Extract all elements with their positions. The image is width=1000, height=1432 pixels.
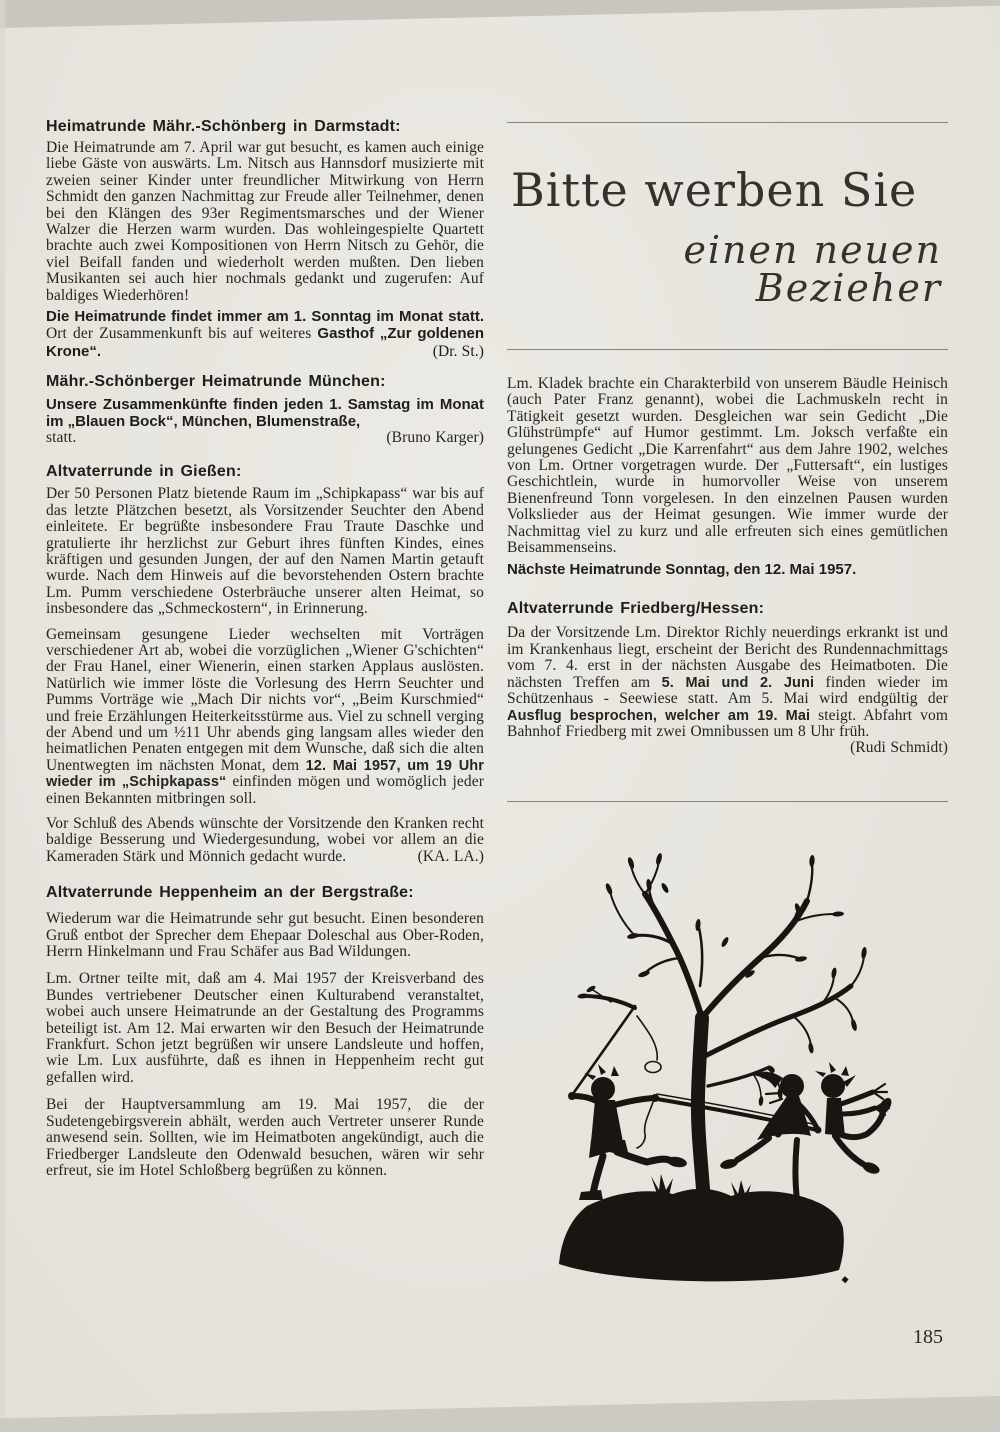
ground-mound [559, 1174, 849, 1283]
friedberg-p1: Da der Vorsitzende Lm. Direktor Richly neuerdings erkrankt ist und im Krankenhaus liegt, erscheint der Bericht des Rundennachmittags vom 7. 4. erst in der nächsten Ausgabe des Heimatboten. Die nächsten Treffen am [507, 624, 948, 691]
darmstadt-body: Die Heimatrunde am 7. April war gut besucht, es kamen auch einige liebe Gäste von auswärts. Lm. Nitsch aus Hannsdorf musizierte mit zweien seiner Kinder unter freundlicher Mitwirkung von Herrn Schmidt den ganzen Nachmittag zur Freude aller Teilnehmer, denen bei den Klängen des 93er Regimentsmarsches und der Wiener Walzer die Herzen warm wurden. Das wohleingespielte Quartett brachte auch zwei Kompositionen von Herrn Nitsch zu Gehör, die viel Beifall fanden und wiederholt werden mußten. Den lieben Musikanten sei auch hier nochmals gedankt und zugerufen: Auf baldiges Wiederhören! [46, 139, 484, 304]
scan-edge-left [0, 0, 5, 1432]
muenchen-statt-line [46, 430, 484, 446]
giessen-p3-text: Vor Schluß des Abends wünschte der Vorsitzende den Kranken recht baldige Besserung und Wiedergesundung, wobei vor allem an die Kameraden Stärk und Mönnich gedacht wurde. [46, 815, 484, 865]
signature-ka-la: (KA. LA.) [417, 847, 484, 865]
section-giessen [46, 463, 484, 865]
friedberg-paragraph [507, 625, 948, 756]
silhouette-illustration [545, 846, 917, 1298]
giessen-p2-post: einfinden mögen und womöglich jeder einen Bekannten mitbringen soll. [46, 773, 484, 807]
friedberg-bold-1: 5. Mai und 2. Juni [661, 674, 815, 691]
note-bold-2: Gasthof „Zur goldenen Krone“. [46, 325, 484, 360]
giessen-p2-pre: Gemeinsam gesungene Lieder wechselten mit Vorträgen verschiedener Art ab, wobei die vorzüglichen „Wiener G'schichten“ der Frau Hanel, einer Wienerin, einen starken Applaus auslösten. Natürlich wie immer löste die Vorlesung des Herrn Seuchter und Pumms Vorträge wie „Mach Dir nichts vor“, „Beim Kurschmied“ und freie Erzählungen Heiterkeitsstürme aus. Viel zu schnell verging der Abend und um ½11 Uhr abends ging langsam alles wieder den heimatlichen Penaten entgegen mit dem Wunsche, daß sich die alten Unentwegten im nächsten Monat, dem [46, 625, 484, 774]
friedberg-p2: finden wieder im Schützenhaus - Seewiese statt. Am 5. Mai wird endgültig der [507, 673, 948, 708]
giessen-paragraph-1: Der 50 Personen Platz bietende Raum im „Schipkapass“ war bis auf das letzte Plätzchen besetzt, als Vorsitzender Seuchter den Abend einleitete. Er begrüßte insbesondere Frau Traute Daschke und gratulierte ihr herzlichst zur Geburt ihres fünften Kindes, eines kräftigen und gesunden Jungen, der auf den Namen Martin getauft wurde. Nach dem Hinweis auf die bevorstehenden Ostern brachte Lm. Pumm verschiedene Osterbräuche unserer alten Heimat, so insbesondere das „Schmeckostern“, in Erinnerung. [46, 485, 484, 618]
section-darmstadt [46, 118, 484, 360]
section-heppenheim [46, 884, 484, 1179]
note-regular: Ort der Zusammenkunft bis auf weiteres [46, 325, 318, 343]
muenchen-body-bold: Unsere Zusammenkünfte finden jeden 1. Samstag im Monat im „Blauen Bock“, München, Blumenstraße, [46, 395, 484, 430]
heppenheim-paragraph-1: Wiederum war die Heimatrunde sehr gut besucht. Einen besonderen Gruß entbot der Sprecher dem Ehepaar Doleschal aus Ober-Roden, Herrn Hinkelmann und Frau Schäfer aus Bad Wildungen. [46, 910, 484, 961]
section-muenchen [46, 373, 484, 446]
section-friedberg [507, 600, 948, 756]
scan-edge-top [0, 0, 1000, 28]
boy-figure-right [815, 1062, 894, 1176]
next-meeting-note: Nächste Heimatrunde Sonntag, den 12. Mai 1957. [507, 561, 857, 579]
section-heading-muenchen: Mähr.-Schönberger Heimatrunde München: [46, 372, 386, 390]
darmstadt-note [46, 308, 484, 360]
friedberg-p3: steigt. Abfahrt vom Bahnhof Friedberg mit zwei Omnibussen um 8 Uhr früh. [507, 706, 948, 740]
giessen-paragraph-3 [46, 816, 484, 865]
promo-rule-bottom [507, 349, 948, 350]
section-heading-darmstadt: Heimatrunde Mähr.-Schönberg in Darmstadt: [46, 118, 401, 135]
promo-line-1: Bitte werben Sie [511, 163, 918, 217]
scan-edge-bottom [0, 1392, 1000, 1432]
heppenheim-paragraph-2: Lm. Ortner teilte mit, daß am 4. Mai 1957 der Kreisverband des Bundes vertriebener Deutscher einen Kulturabend veranstaltet, wobei auch unsere Heimatrunde an der Gestaltung des Programms beteiligt ist. Am 12. Mai erwarten wir den Besuch der Heimatrunde Frankfurt. Schon jetzt begrüßen wir unsere Landsleute und hoffen, wie Lm. Lux ausführte, daß es ihnen in Heppenheim recht gut gefallen wird. [46, 970, 484, 1086]
signature-rudi-schmidt: (Rudi Schmidt) [850, 739, 948, 757]
note-bold-1: Die Heimatrunde findet immer am 1. Sonntag im Monat statt. [46, 308, 484, 326]
illustration-rule [507, 801, 948, 802]
boy-figure-left [568, 1064, 688, 1200]
right-column [507, 100, 948, 1298]
section-heading-heppenheim: Altvaterrunde Heppenheim an der Bergstraße: [46, 884, 414, 902]
section-heading-friedberg: Altvaterrunde Friedberg/Hessen: [507, 600, 765, 618]
promo-rule-top [507, 122, 948, 123]
signature-dr-st: (Dr. St.) [432, 342, 484, 360]
left-column [46, 118, 484, 1179]
signature-bruno-karger: (Bruno Karger) [386, 428, 484, 446]
tree-buds [577, 852, 867, 1106]
children-tree-silhouette-svg [545, 846, 917, 1298]
section-heading-giessen: Altvaterrunde in Gießen: [46, 463, 242, 481]
giessen-p2-bold: 12. Mai 1957, um 19 Uhr wieder im „Schipkapass“ [46, 757, 484, 791]
heppenheim-paragraph-3: Bei der Hauptversammlung am 19. Mai 1957, die der Sudetengebirgsverein abhält, werden auch Vertreter unserer Runde anwesend sein. Sollten, wie im Heimatboten angekündigt, auch die Friedberger Landsleute den Odenwald besuchen, wären wir sehr erfreut, sie im Hotel Schloßberg begrüßen zu können. [46, 1096, 484, 1179]
friedberg-bold-2: Ausflug besprochen, welcher am 19. Mai [507, 707, 811, 724]
promo-line-2: einen neuen Bezieher [683, 228, 942, 310]
report-paragraph: Lm. Kladek brachte ein Charakterbild von unserem Bäudle Heinisch (auch Pater Franz genannt), wobei die Lachmuskeln recht in Tätigkeit gesetzt wurden. Desgleichen war sein Gedicht „Die Glühstrümpfe“ auf Humor gestimmt. Lm. Joksch verfaßte ein gelungenes Gedicht „Die Karrenfahrt“ aus dem Jahre 1902, welches von Lm. Ortner vorgetragen wurde. Der „Futtersaft“, ein lustiges Geschichtlein, wurde in humorvoller Weise von unserem Bienenfreund Tonn vorgelesen. In den einzelnen Pausen wurden Volkslieder aus der Heimat gesungen. Wie immer wurde der Nachmittag viel zu kurz und alle erfreuten sich eines gemütlichen Beisammenseins. [507, 375, 948, 557]
page-number: 185 [913, 1326, 943, 1348]
muenchen-statt: statt. [46, 428, 77, 446]
giessen-paragraph-2 [46, 627, 484, 807]
